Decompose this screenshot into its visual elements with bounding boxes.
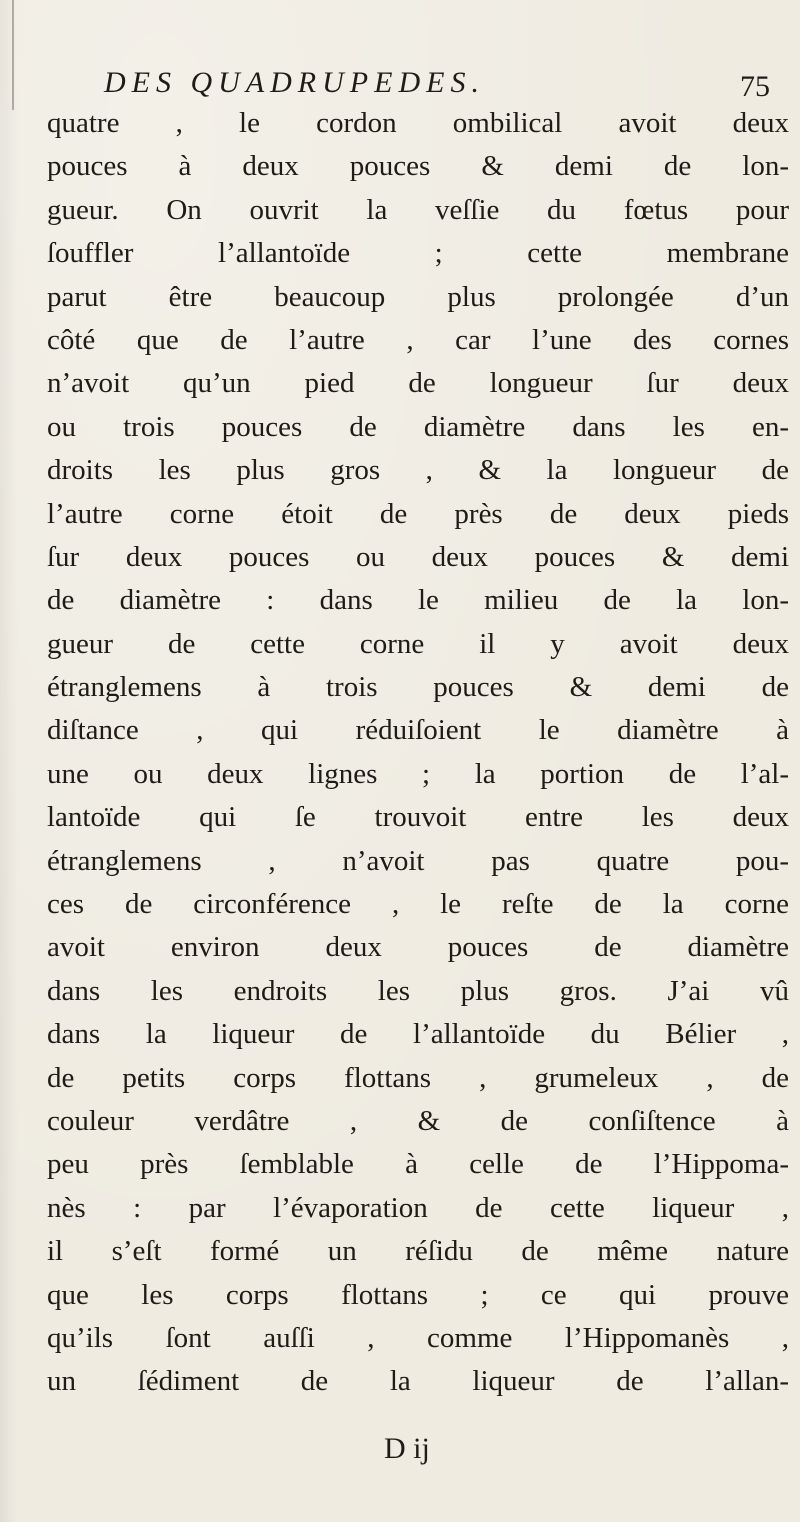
text-line: étranglemens , n’avoit pas quatre pou- [47,844,789,877]
text-line: parut être beaucoup plus prolongée d’un [47,280,789,313]
body-text [47,102,789,1404]
page-number: 75 [740,70,770,103]
signature-mark: D ij [384,1432,430,1465]
text-line: ſouffler l’allantoïde ; cette membrane [47,237,789,270]
running-head [104,66,704,106]
text-line: ces de circonférence , le reſte de la corne [47,888,789,921]
text-line: côté que de l’autre , car l’une des cornes [47,323,789,356]
running-title: DES QUADRUPEDES. [104,66,485,99]
text-line: n’avoit qu’un pied de longueur ſur deux [47,367,789,400]
text-line: dans la liqueur de l’allantoïde du Bélier , [47,1018,789,1051]
text-line: un ſédiment de la liqueur de l’allan- [47,1365,789,1398]
text-line: une ou deux lignes ; la portion de l’al- [47,757,789,790]
text-line: l’autre corne étoit de près de deux pieds [47,497,789,530]
text-line: lantoïde qui ſe trouvoit entre les deux [47,801,789,834]
binding-edge [12,0,14,110]
text-line: couleur verdâtre , & de conſiſtence à [47,1104,789,1137]
text-line: droits les plus gros , & la longueur de [47,454,789,487]
text-line: peu près ſemblable à celle de l’Hippoma- [47,1148,789,1181]
text-line: de diamètre : dans le milieu de la lon- [47,584,789,617]
text-line: diſtance , qui réduiſoient le diamètre à [47,714,789,747]
text-line: avoit environ deux pouces de diamètre [47,931,789,964]
text-line: qu’ils ſont auſſi , comme l’Hippomanès , [47,1321,789,1354]
text-line: que les corps flottans ; ce qui prouve [47,1278,789,1311]
text-line: dans les endroits les plus gros. J’ai vû [47,974,789,1007]
text-line: il s’eſt formé un réſidu de même nature [47,1235,789,1268]
text-line: de petits corps flottans , grumeleux , de [47,1061,789,1094]
text-line: gueur de cette corne il y avoit deux [47,627,789,660]
text-line: gueur. On ouvrit la veſſie du fœtus pour [47,193,789,226]
text-line: pouces à deux pouces & demi de lon- [47,150,789,183]
text-line: ſur deux pouces ou deux pouces & demi [47,540,789,573]
text-line: nès : par l’évaporation de cette liqueur , [47,1191,789,1224]
text-line: étranglemens à trois pouces & demi de [47,671,789,704]
text-line: ou trois pouces de diamètre dans les en- [47,410,789,443]
text-line: quatre , le cordon ombilical avoit deux [47,107,789,139]
